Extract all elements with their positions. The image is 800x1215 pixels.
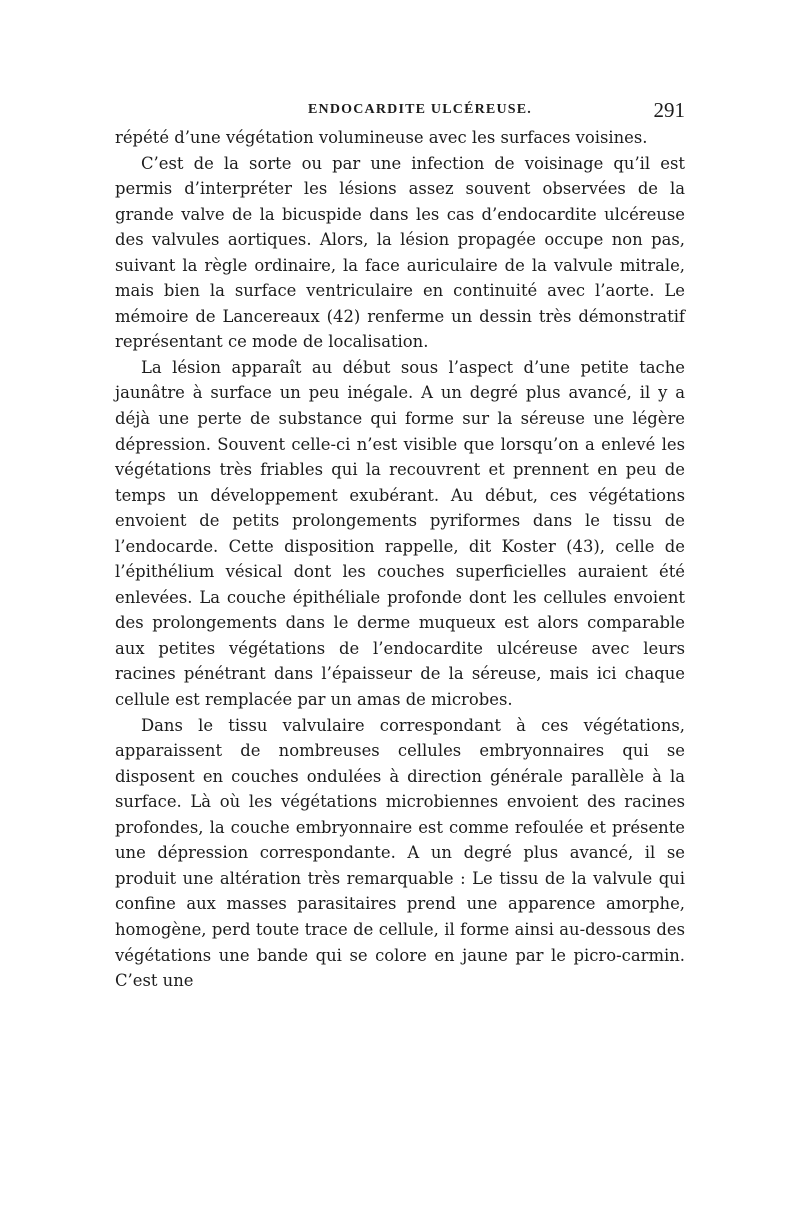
paragraph: C’est de la sorte ou par une infection de voisinage qu’il est permis d’interpréter les lésions assez souvent observées de la grande valve de la bicuspide dans les cas d’endocardite ulcéreuse des valvules aortiques. Alors, la lésion propagée occupe non pas, suivant la règle ordinaire, la face auriculaire de la valvule mitrale, mais bien la surface ventriculaire en continuité avec l’aorte. Le mémoire de Lancereaux (42) renferme un dessin très démonstratif représentant ce mode de localisation. bbox=[115, 153, 685, 352]
page-number: 291 bbox=[653, 98, 685, 122]
running-title: ENDOCARDITE ULCÉREUSE. bbox=[308, 102, 532, 117]
body-text bbox=[115, 125, 685, 994]
paragraph: La lésion apparaît au début sous l’aspect d’une petite tache jaunâtre à surface un peu inégale. A un degré plus avancé, il y a déjà une perte de substance qui forme sur la séreuse une légère dépression. Souvent celle-ci n’est visible que lorsqu’on a enlevé les végétations très friables qui la recouvrent et prennent en peu de temps un développement exubérant. Au début, ces végétations envoient de petits prolongements pyriformes dans le tissu de l’endocarde. Cette disposition rappelle, dit Koster (43), celle de l’épithélium vésical dont les couches superficielles auraient été enlevées. La couche épithéliale profonde dont les cellules envoient des prolongements dans le derme muqueux est alors comparable aux petites végétations de l’endocardite ulcéreuse avec leurs racines pénétrant dans l’épaisseur de la séreuse, mais ici chaque cellule est remplacée par un amas de microbes. bbox=[115, 357, 685, 710]
paragraph-continuation: répété d’une végétation volumineuse avec les surfaces voisines. bbox=[115, 128, 648, 147]
paragraph: Dans le tissu valvulaire correspondant à ces végétations, apparaissent de nombreuses cellules embryonnaires qui se disposent en couches ondulées à direction générale parallèle à la surface. Là où les végétations microbiennes envoient des racines profondes, la couche embryonnaire est comme refoulée et présente une dépression correspondante. A un degré plus avancé, il se produit une altération très remarquable : Le tissu de la valvule qui confine aux masses parasitaires prend une apparence amorphe, homogène, perd toute trace de cellule, il forme ainsi au-dessous des végétations une bande qui se colore en jaune par le picro-carmin. C’est une bbox=[115, 715, 685, 991]
running-head bbox=[115, 98, 685, 124]
